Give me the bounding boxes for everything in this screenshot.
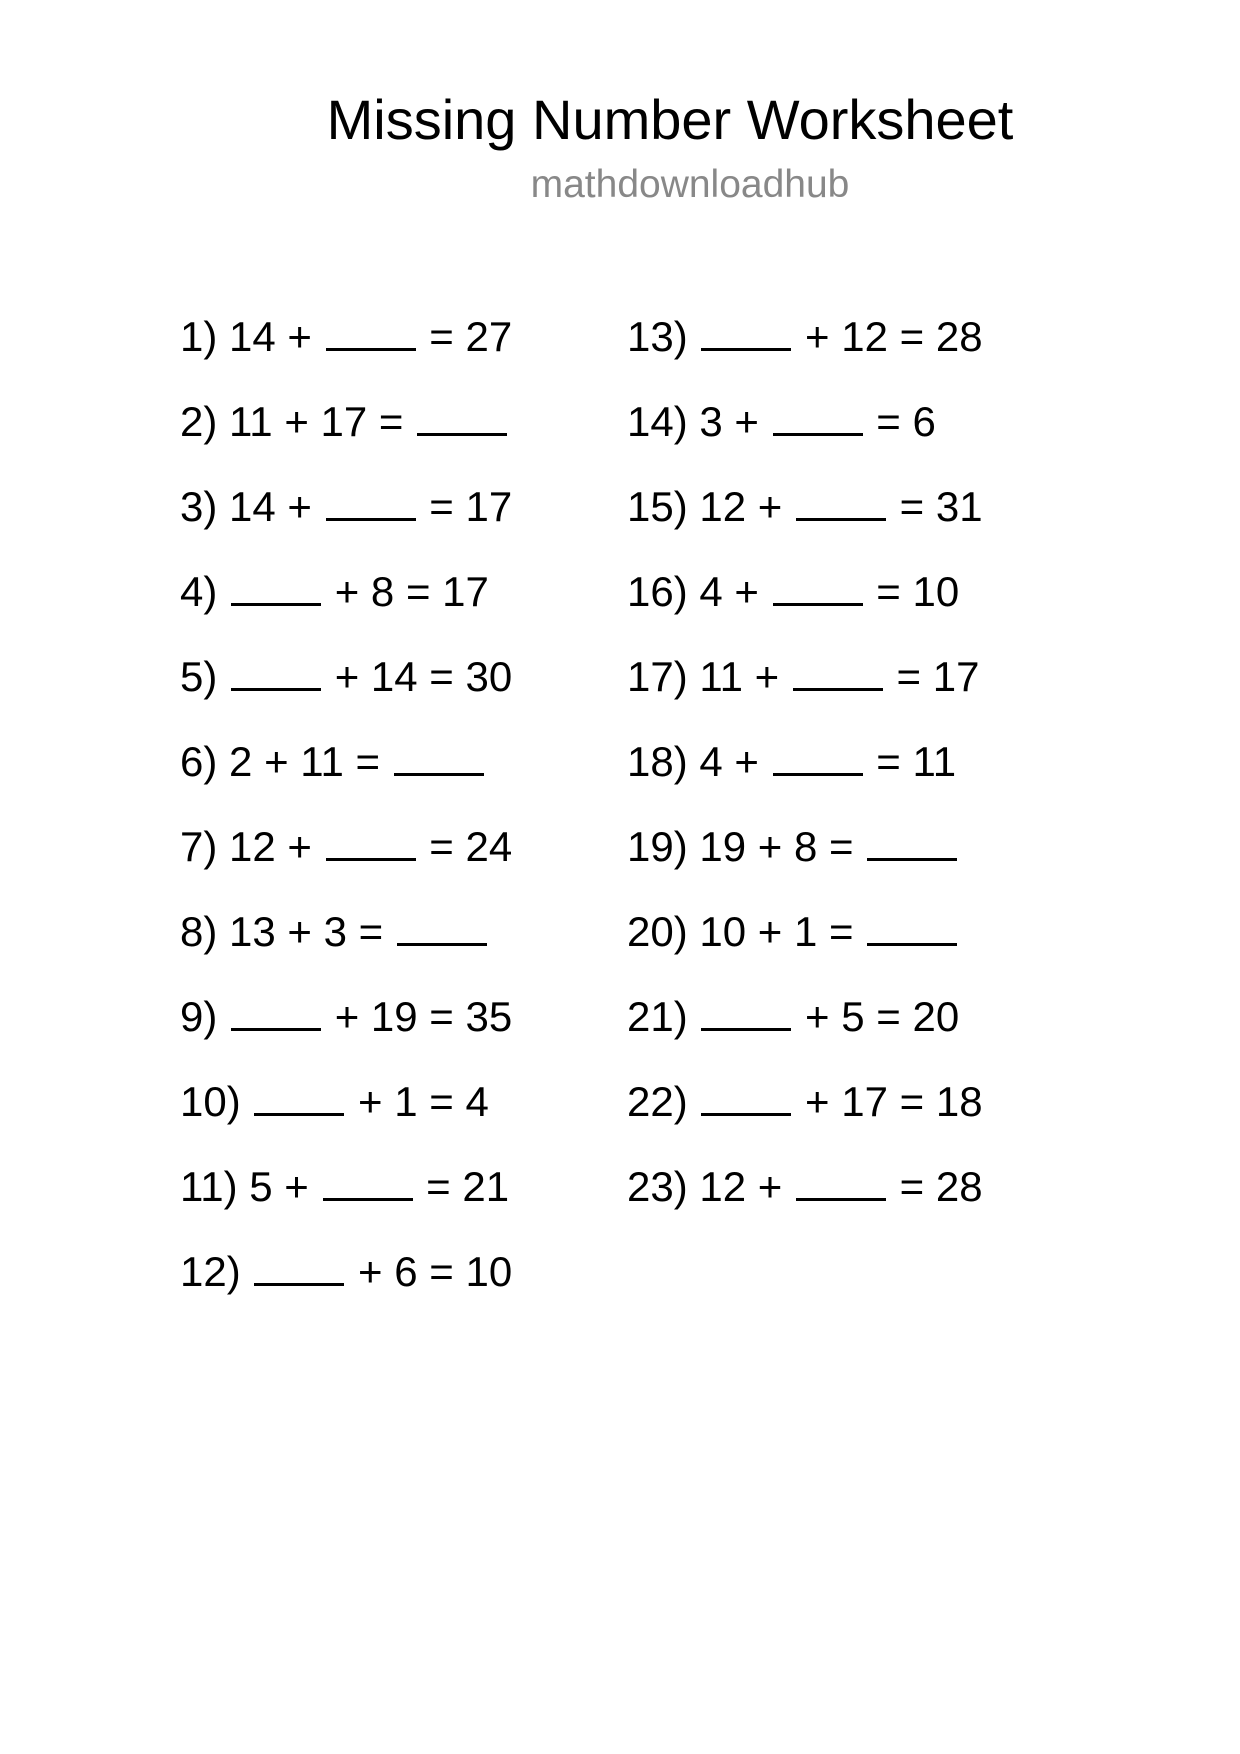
operand-b: 8 <box>370 568 395 615</box>
result: 10 <box>465 1248 513 1295</box>
plus-sign: + <box>334 653 360 700</box>
result: 28 <box>935 1163 983 1210</box>
plus-sign: + <box>734 738 759 785</box>
operand-a: 2 <box>229 738 253 785</box>
answer-blank[interactable] <box>231 565 321 606</box>
problem-number: 19) <box>627 823 688 870</box>
operand-a: 12 <box>229 823 276 870</box>
problem-item <box>180 395 512 480</box>
problem-item <box>180 310 512 395</box>
operand-a: 4 <box>699 568 723 615</box>
answer-blank[interactable] <box>231 650 321 691</box>
operand-b: 8 <box>793 823 818 870</box>
result: 20 <box>912 993 960 1040</box>
problem-item <box>627 310 983 395</box>
result: 17 <box>465 483 513 530</box>
problem-item <box>627 905 983 990</box>
answer-blank[interactable] <box>793 650 883 691</box>
equals-sign: = <box>429 653 454 700</box>
problem-number: 10) <box>180 1078 241 1125</box>
problem-item <box>627 1160 983 1245</box>
problem-item <box>627 395 983 480</box>
operand-a: 13 <box>229 908 276 955</box>
answer-blank[interactable] <box>701 990 791 1031</box>
plus-sign: + <box>287 823 312 870</box>
plus-sign: + <box>757 483 783 530</box>
equals-sign: = <box>899 1163 925 1210</box>
answer-blank[interactable] <box>867 820 957 861</box>
problem-number: 6) <box>180 738 218 785</box>
problem-item <box>180 565 512 650</box>
answer-blank[interactable] <box>796 480 886 521</box>
problem-number: 9) <box>180 993 218 1040</box>
equals-sign: = <box>899 483 925 530</box>
operand-b: 12 <box>841 313 888 360</box>
problem-item <box>180 905 512 990</box>
result: 4 <box>465 1078 489 1125</box>
operand-a: 5 <box>249 1163 273 1210</box>
operand-a: 3 <box>699 398 723 445</box>
operand-a: 12 <box>699 1163 747 1210</box>
equals-sign: = <box>899 313 925 360</box>
problem-item <box>627 480 983 565</box>
operand-b: 1 <box>394 1078 418 1125</box>
result: 31 <box>935 483 983 530</box>
problem-item <box>627 565 983 650</box>
problem-item <box>180 990 512 1075</box>
plus-sign: + <box>287 483 312 530</box>
problem-item <box>627 735 983 820</box>
answer-blank[interactable] <box>773 395 863 436</box>
answer-blank[interactable] <box>326 310 416 351</box>
result: 21 <box>462 1163 510 1210</box>
answer-blank[interactable] <box>397 905 487 946</box>
problem-item <box>180 1245 512 1330</box>
problem-number: 20) <box>627 908 688 955</box>
equals-sign: = <box>896 653 922 700</box>
answer-blank[interactable] <box>701 1075 791 1116</box>
result: 27 <box>465 313 513 360</box>
answer-blank[interactable] <box>254 1075 344 1116</box>
result: 18 <box>935 1078 983 1125</box>
operand-a: 10 <box>699 908 747 955</box>
equals-sign: = <box>355 738 381 785</box>
plus-sign: + <box>805 993 830 1040</box>
equals-sign: = <box>429 313 454 360</box>
problem-item <box>627 820 983 905</box>
problem-number: 3) <box>180 483 218 530</box>
equals-sign: = <box>876 993 901 1040</box>
problem-item <box>180 820 512 905</box>
problem-column-right <box>627 310 983 1245</box>
operand-a: 19 <box>699 823 747 870</box>
answer-blank[interactable] <box>417 395 507 436</box>
operand-b: 19 <box>370 993 418 1040</box>
answer-blank[interactable] <box>326 480 416 521</box>
equals-sign: = <box>378 398 404 445</box>
answer-blank[interactable] <box>773 565 863 606</box>
plus-sign: + <box>284 1163 309 1210</box>
problem-item <box>180 1160 512 1245</box>
equals-sign: = <box>429 993 454 1040</box>
problem-item <box>627 650 983 735</box>
problem-number: 8) <box>180 908 218 955</box>
problem-number: 4) <box>180 568 218 615</box>
operand-b: 17 <box>320 398 368 445</box>
problem-item <box>627 990 983 1075</box>
problem-item <box>627 1075 983 1160</box>
equals-sign: = <box>429 483 454 530</box>
operand-a: 11 <box>229 398 273 445</box>
result: 11 <box>912 738 957 785</box>
problem-item <box>180 480 512 565</box>
plus-sign: + <box>757 1163 783 1210</box>
equals-sign: = <box>429 1248 454 1295</box>
plus-sign: + <box>754 653 780 700</box>
problem-number: 23) <box>627 1163 688 1210</box>
worksheet-source: mathdownloadhub <box>530 163 850 206</box>
problem-number: 15) <box>627 483 688 530</box>
problem-number: 21) <box>627 993 688 1040</box>
plus-sign: + <box>287 313 312 360</box>
answer-blank[interactable] <box>394 735 484 776</box>
plus-sign: + <box>805 313 830 360</box>
result: 17 <box>442 568 489 615</box>
operand-b: 5 <box>841 993 865 1040</box>
operand-a: 4 <box>699 738 723 785</box>
problem-item <box>180 735 512 820</box>
equals-sign: = <box>426 1163 451 1210</box>
result: 17 <box>932 653 980 700</box>
result: 24 <box>465 823 513 870</box>
plus-sign: + <box>334 993 360 1040</box>
answer-blank[interactable] <box>231 990 321 1031</box>
problem-item <box>180 650 512 735</box>
plus-sign: + <box>734 568 759 615</box>
problem-number: 14) <box>627 398 688 445</box>
plus-sign: + <box>734 398 759 445</box>
plus-sign: + <box>334 568 360 615</box>
answer-blank[interactable] <box>796 1160 886 1201</box>
result: 10 <box>912 568 960 615</box>
problem-number: 12) <box>180 1248 241 1295</box>
equals-sign: = <box>429 1078 454 1125</box>
equals-sign: = <box>899 1078 925 1125</box>
plus-sign: + <box>358 1248 383 1295</box>
answer-blank[interactable] <box>701 310 791 351</box>
answer-blank[interactable] <box>254 1245 344 1286</box>
operand-a: 12 <box>699 483 747 530</box>
equals-sign: = <box>876 398 901 445</box>
answer-blank[interactable] <box>326 820 416 861</box>
operand-b: 6 <box>394 1248 418 1295</box>
operand-a: 14 <box>229 483 276 530</box>
problem-column-left <box>180 310 512 1330</box>
result: 6 <box>912 398 936 445</box>
problem-number: 2) <box>180 398 218 445</box>
problem-number: 5) <box>180 653 218 700</box>
problem-number: 7) <box>180 823 218 870</box>
equals-sign: = <box>429 823 454 870</box>
plus-sign: + <box>805 1078 830 1125</box>
operand-b: 17 <box>841 1078 888 1125</box>
operand-b: 14 <box>370 653 418 700</box>
worksheet-title: Missing Number Worksheet <box>326 88 1014 151</box>
equals-sign: = <box>829 823 854 870</box>
equals-sign: = <box>829 908 854 955</box>
operand-a: 14 <box>229 313 276 360</box>
plus-sign: + <box>287 908 312 955</box>
equals-sign: = <box>358 908 384 955</box>
operand-a: 11 <box>699 653 743 700</box>
equals-sign: = <box>405 568 431 615</box>
problem-number: 16) <box>627 568 688 615</box>
plus-sign: + <box>264 738 289 785</box>
answer-blank[interactable] <box>323 1160 413 1201</box>
plus-sign: + <box>757 908 783 955</box>
equals-sign: = <box>876 738 901 785</box>
problem-number: 11) <box>180 1163 238 1210</box>
plus-sign: + <box>757 823 783 870</box>
problem-number: 18) <box>627 738 688 785</box>
problem-number: 13) <box>627 313 688 360</box>
plus-sign: + <box>358 1078 383 1125</box>
operand-b: 1 <box>793 908 818 955</box>
result: 35 <box>465 993 513 1040</box>
answer-blank[interactable] <box>867 905 957 946</box>
problem-number: 17) <box>627 653 688 700</box>
result: 28 <box>935 313 983 360</box>
result: 30 <box>465 653 513 700</box>
answer-blank[interactable] <box>773 735 863 776</box>
problem-item <box>180 1075 512 1160</box>
operand-b: 11 <box>300 738 344 785</box>
equals-sign: = <box>876 568 901 615</box>
operand-b: 3 <box>323 908 347 955</box>
plus-sign: + <box>284 398 309 445</box>
problem-number: 1) <box>180 313 218 360</box>
problem-number: 22) <box>627 1078 688 1125</box>
